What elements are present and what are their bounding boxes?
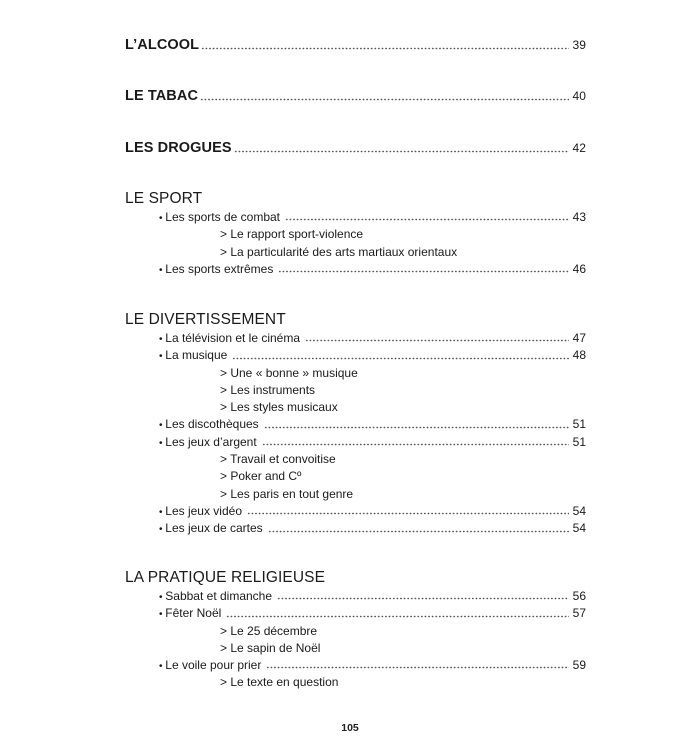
toc-entry-label: • Les sports extrêmes: [159, 261, 273, 279]
toc-heading[interactable]: [125, 138, 586, 158]
toc-entry[interactable]: [125, 416, 586, 433]
toc-section-tabac: [125, 86, 586, 106]
dot-leader: [232, 356, 569, 360]
dot-leader: [266, 665, 569, 669]
toc-heading: [125, 310, 586, 330]
toc-section-sport: [125, 189, 586, 278]
toc-page-number: 40: [572, 89, 586, 103]
toc-entry[interactable]: [125, 347, 586, 364]
toc-subentry: [125, 382, 586, 399]
dot-leader: [305, 338, 569, 342]
toc-entry-label: • La musique: [159, 347, 227, 365]
toc-entry[interactable]: [125, 261, 586, 278]
toc-heading[interactable]: [125, 86, 586, 106]
toc-subentry-label: > Le 25 décembre: [220, 623, 317, 640]
toc-entry[interactable]: [125, 588, 586, 605]
toc-heading-label: L’ALCOOL: [125, 37, 200, 53]
toc-subentry-label: > La particularité des arts martiaux orientaux: [220, 244, 457, 261]
toc-subentry: [125, 244, 586, 261]
toc-entry-label: • La télévision et le cinéma: [159, 330, 300, 348]
toc-entry[interactable]: [125, 330, 586, 347]
toc-page-number: 51: [572, 434, 586, 449]
toc-subentry-label: > Le texte en question: [220, 674, 338, 691]
toc-heading-label: LE TABAC: [125, 88, 199, 104]
toc-page-number: 51: [572, 417, 586, 432]
toc-entry-label: • Fêter Noël: [159, 605, 221, 623]
toc-subentry: [125, 640, 586, 657]
toc-page-number: 57: [572, 606, 586, 621]
toc-entry[interactable]: [125, 657, 586, 674]
toc-subentry: [125, 486, 586, 503]
toc-subentry-label: > Travail et convoitise: [220, 451, 336, 468]
toc-page-number: 42: [572, 141, 586, 155]
toc-section-divertissement: [125, 310, 586, 538]
toc-entry[interactable]: [125, 434, 586, 451]
toc-entry-label: • Les jeux vidéo: [159, 503, 242, 521]
toc-heading-label: LE DIVERTISSEMENT: [125, 311, 286, 328]
toc-entry-label: • Les jeux de cartes: [159, 520, 263, 538]
toc-heading: [125, 189, 586, 209]
page-number-footer: 105: [341, 722, 359, 734]
toc-page-number: 46: [572, 261, 586, 276]
toc-page-number: 43: [572, 210, 586, 224]
dot-leader: [200, 97, 569, 101]
dot-leader: [277, 596, 569, 600]
toc-subentry-label: > Les styles musicaux: [220, 399, 338, 416]
toc-subentry: [125, 468, 586, 485]
toc-heading[interactable]: [125, 35, 586, 55]
toc-entry[interactable]: [125, 605, 586, 622]
toc-section-pratique-religieuse: [125, 568, 586, 692]
toc-subentry: [125, 623, 586, 640]
toc-heading-label: LES DROGUES: [125, 140, 232, 156]
toc-entry[interactable]: [125, 520, 586, 537]
toc-entry[interactable]: [125, 209, 586, 226]
toc-section-drogues: [125, 138, 586, 158]
dot-leader: [264, 425, 569, 429]
toc-page-number: 54: [572, 521, 586, 536]
toc-entry-label: • Les sports de combat: [159, 209, 280, 227]
toc-subentry-label: > Poker and Cº: [220, 468, 301, 485]
toc-entry-label: • Les discothèques: [159, 416, 259, 434]
toc-page-number: 48: [572, 348, 586, 363]
toc-entry-label: • Sabbat et dimanche: [159, 588, 272, 606]
toc-page-number: 47: [572, 331, 586, 345]
toc-subentry: [125, 226, 586, 243]
toc-heading-label: LA PRATIQUE RELIGIEUSE: [125, 569, 326, 586]
dot-leader: [278, 269, 569, 273]
toc-page-number: 54: [572, 503, 586, 518]
toc-page-number: 59: [572, 658, 586, 673]
toc-subentry: [125, 451, 586, 468]
dot-leader: [247, 511, 569, 515]
toc-section-alcool: [125, 35, 586, 55]
toc-subentry: [125, 674, 586, 691]
dot-leader: [226, 614, 569, 618]
toc-subentry-label: > Les instruments: [220, 382, 315, 399]
toc-subentry-label: > Le sapin de Noël: [220, 640, 320, 657]
toc-entry[interactable]: [125, 503, 586, 520]
toc-subentry-label: > Une « bonne » musique: [220, 365, 358, 382]
toc-page-number: 39: [572, 38, 586, 52]
dot-leader: [268, 529, 569, 533]
dot-leader: [234, 149, 569, 153]
toc-subentry-label: > Le rapport sport-violence: [220, 226, 363, 243]
dot-leader: [262, 442, 569, 446]
toc-subentry: [125, 365, 586, 382]
toc-subentry-label: > Les paris en tout genre: [220, 486, 353, 503]
toc-entry-label: • Le voile pour prier: [159, 657, 261, 675]
toc-page-number: 56: [572, 589, 586, 603]
toc-heading-label: LE SPORT: [125, 190, 203, 207]
toc-subentry: [125, 399, 586, 416]
toc-entry-label: • Les jeux d’argent: [159, 434, 257, 452]
dot-leader: [285, 217, 569, 221]
toc-heading: [125, 568, 586, 588]
dot-leader: [201, 46, 569, 50]
